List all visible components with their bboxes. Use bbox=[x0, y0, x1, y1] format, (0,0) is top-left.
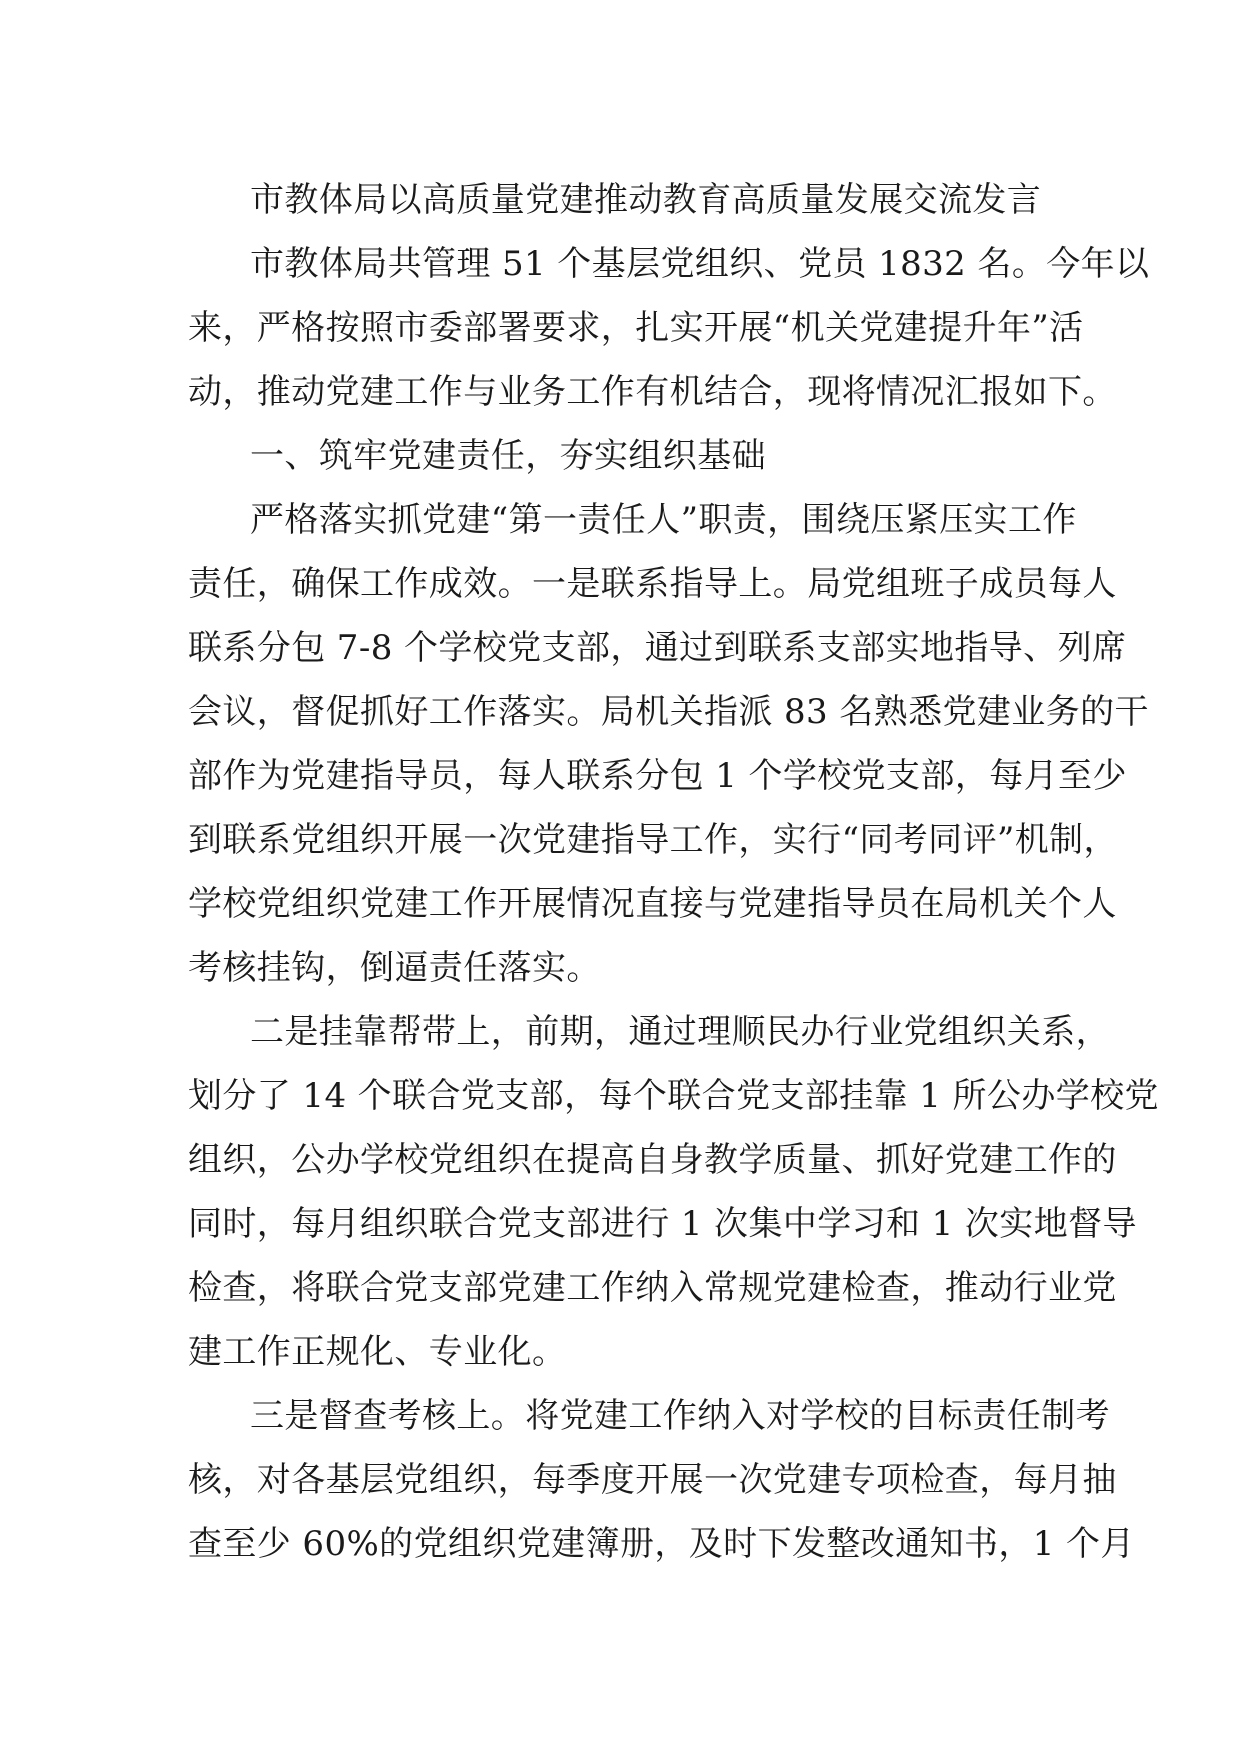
text-line: 查至少 60%的党组织党建簿册，及时下发整改通知书，1 个月 bbox=[188, 1524, 1135, 1564]
paragraph-supervision bbox=[188, 1384, 1135, 1576]
text-line: 来，严格按照市委部署要求，扎实开展“机关党建提升年”活 bbox=[188, 308, 1084, 348]
text-line: 部作为党建指导员，每人联系分包 1 个学校党支部，每月至少 bbox=[188, 756, 1127, 796]
text-line: 划分了 14 个联合党支部，每个联合党支部挂靠 1 所公办学校党 bbox=[188, 1076, 1159, 1116]
text-line: 核，对各基层党组织，每季度开展一次党建专项检查，每月抽 bbox=[188, 1460, 1117, 1500]
text-line: 二是挂靠帮带上，前期，通过理顺民办行业党组织关系， bbox=[250, 1012, 1110, 1052]
text-line: 到联系党组织开展一次党建指导工作，实行“同考同评”机制， bbox=[188, 820, 1118, 860]
text-line: 市教体局共管理 51 个基层党组织、党员 1832 名。今年以 bbox=[250, 244, 1150, 284]
text-line: 动，推动党建工作与业务工作有机结合，现将情况汇报如下。 bbox=[188, 372, 1117, 412]
text-line: 检查，将联合党支部党建工作纳入常规党建检查，推动行业党 bbox=[188, 1268, 1117, 1308]
section-heading: 一、筑牢党建责任，夯实组织基础 bbox=[250, 436, 766, 476]
text-line: 严格落实抓党建“第一责任人”职责，围绕压紧压实工作 bbox=[250, 500, 1077, 540]
text-line: 组织，公办学校党组织在提高自身教学质量、抓好党建工作的 bbox=[188, 1140, 1117, 1180]
paragraph-affiliation bbox=[188, 1000, 1159, 1384]
text-line: 学校党组织党建工作开展情况直接与党建指导员在局机关个人 bbox=[188, 884, 1117, 924]
text-line: 联系分包 7-8 个学校党支部，通过到联系支部实地指导、列席 bbox=[188, 628, 1127, 668]
text-line: 同时，每月组织联合党支部进行 1 次集中学习和 1 次实地督导 bbox=[188, 1204, 1137, 1244]
text-line: 考核挂钩，倒逼责任落实。 bbox=[188, 948, 601, 988]
text-line: 三是督查考核上。将党建工作纳入对学校的目标责任制考 bbox=[250, 1396, 1110, 1436]
text-line: 责任，确保工作成效。一是联系指导上。局党组班子成员每人 bbox=[188, 564, 1117, 604]
text-line: 会议，督促抓好工作落实。局机关指派 83 名熟悉党建业务的干 bbox=[188, 692, 1149, 732]
document-body bbox=[188, 168, 1159, 1576]
text-line: 建工作正规化、专业化。 bbox=[188, 1332, 567, 1372]
document-title: 市教体局以高质量党建推动教育高质量发展交流发言 bbox=[250, 180, 1042, 220]
paragraph-responsibility bbox=[188, 488, 1149, 1000]
intro-paragraph bbox=[188, 232, 1150, 424]
